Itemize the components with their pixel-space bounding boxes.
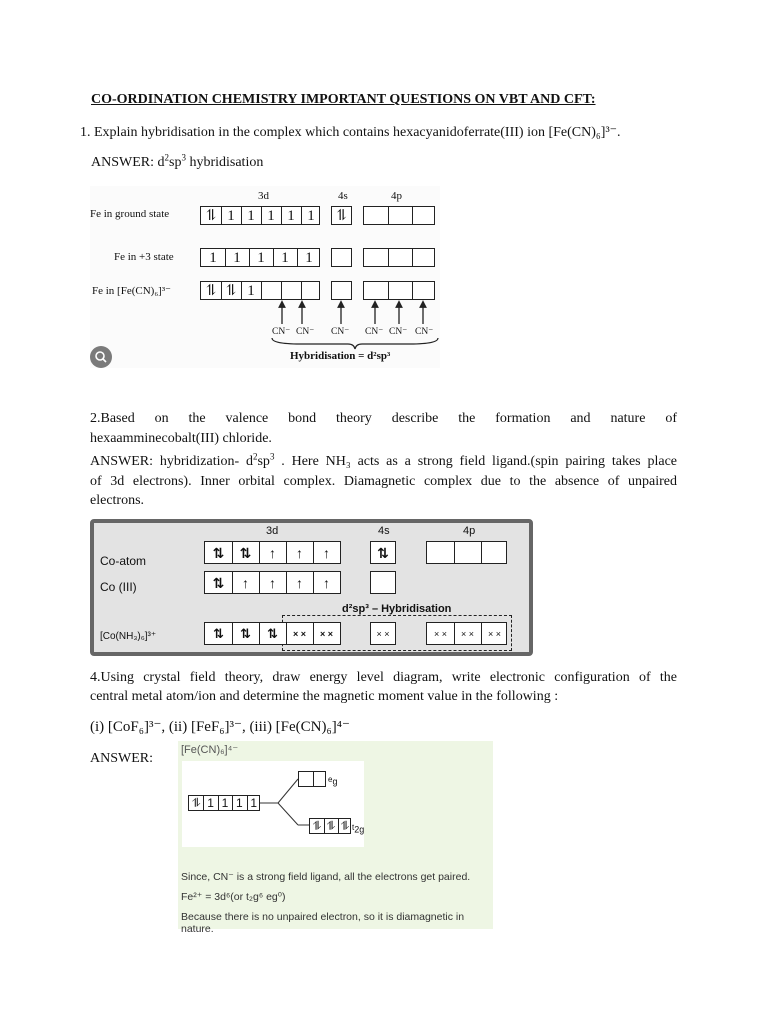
row1-4s-box: ⥮ — [331, 206, 352, 225]
label-3d: 3d — [258, 190, 269, 202]
co-row2-4s-box — [370, 571, 396, 594]
q2-answer-line3: electrons. — [90, 493, 145, 508]
cn-label-4: CN⁻ — [365, 327, 384, 337]
cn-label-5: CN⁻ — [389, 327, 408, 337]
cft-eg-label: $e_g$ — [328, 775, 338, 787]
co-row1-4s-box: ⇅ — [370, 541, 396, 564]
cft-t2g-label: $t_{2g}$ — [352, 823, 365, 835]
q4-parts: (i) [CoF₆]³⁻, (ii) [FeF₆]³⁻, (iii) [Fe(CN)₆]⁴⁻ — [90, 719, 350, 735]
ligand-arrows — [90, 300, 440, 330]
cft-d-box: ⥮ 1 1 1 1 — [188, 795, 260, 811]
row2-4s-box — [331, 248, 352, 267]
co-row3-3d-box: ⇅ ⇅ ⇅ × × × × — [204, 622, 341, 645]
cn-label-6: CN⁻ — [415, 327, 434, 337]
cft-title: [Fe(CN)₆]⁴⁻ — [181, 744, 239, 756]
cft-explanation-1: Since, CN⁻ is a strong field ligand, all the electrons get paired. — [181, 871, 471, 883]
cn-label-1: CN⁻ — [272, 327, 291, 337]
cn-label-3: CN⁻ — [331, 327, 350, 337]
co-row3-4s-box: × × — [370, 622, 396, 645]
label-4p: 4p — [391, 190, 402, 202]
row1-3d-box: ⥮ 1 1 1 1 1 — [200, 206, 320, 225]
row3-4s-box — [331, 281, 352, 300]
label-3d: 3d — [266, 525, 279, 537]
image-search-icon[interactable] — [90, 346, 112, 368]
q1-orbital-diagram — [90, 186, 440, 368]
cft-t2g-box: ⥮ ⥮ ⥮ — [309, 818, 351, 834]
q1-answer: ANSWER: $d^2sp^3$ hybridisation — [91, 152, 264, 170]
label-4s: 4s — [338, 190, 348, 202]
row-co-atom: Co-atom — [100, 554, 147, 568]
q2-answer-line1: ANSWER: hybridization- $d^2sp^3$ . Here NH₃ acts as a strong field ligand.(spin pairing takes place — [90, 451, 677, 469]
q2-question-line2: hexaamminecobalt(III) chloride. — [90, 431, 272, 446]
q4-question-line1: 4.Using crystal field theory, draw energy level diagram, write electronic configuration of the — [90, 670, 677, 685]
cft-configuration: Fe²⁺ = 3d⁶(or t₂g⁶ eg⁰) — [181, 891, 286, 903]
q2-orbital-diagram — [90, 519, 533, 656]
co-row2-3d-box: ⇅ ↑ ↑ ↑ ↑ — [204, 571, 341, 594]
q4-cft-diagram — [178, 741, 493, 935]
co-hybrid-caption: d²sp³ – Hybridisation — [342, 603, 452, 615]
cft-explanation-2: Because there is no unpaired electron, so it is diamagnetic in nature. — [181, 911, 465, 935]
label-4p: 4p — [463, 525, 476, 537]
brace-icon — [270, 336, 440, 350]
row3-3d-box: ⥮ ⥮ 1 — [200, 281, 320, 300]
cft-eg-box — [298, 771, 326, 787]
row-co-iii: Co (III) — [100, 580, 137, 594]
hybridisation-caption: Hybridisation = d²sp³ — [290, 350, 391, 362]
row-complex: Fe in [Fe(CN)₆]³⁻ — [92, 285, 171, 297]
row-co-complex: [Co(NH₃)₆]³⁺ — [100, 631, 157, 642]
cft-white-panel — [182, 761, 364, 847]
q1-question: 1. Explain hybridisation in the complex which contains hexacyanidoferrate(III) ion [Fe(CN)₆]³⁻. — [80, 125, 621, 140]
co-row3-4p-box: × × × × × × — [426, 622, 507, 645]
row3-4p-box — [363, 281, 435, 300]
q2-question-line1: 2.Based on the valence bond theory describe the formation and nature of — [90, 411, 677, 426]
row-plus3-state: Fe in +3 state — [114, 251, 174, 263]
q2-answer-line2: of 3d electrons). Inner orbital complex. Diamagnetic complex due to the absence of unpaired — [90, 474, 677, 489]
row2-4p-box — [363, 248, 435, 267]
label-4s: 4s — [378, 525, 390, 537]
cn-label-2: CN⁻ — [296, 327, 315, 337]
q4-answer-label: ANSWER: — [90, 751, 153, 766]
page-title: CO-ORDINATION CHEMISTRY IMPORTANT QUESTIONS ON VBT AND CFT: — [91, 92, 596, 107]
row1-4p-box — [363, 206, 435, 225]
q4-question-line2: central metal atom/ion and determine the magnetic moment value in the following : — [90, 689, 559, 704]
co-row1-4p-box — [426, 541, 507, 564]
row-ground-state: Fe in ground state — [90, 208, 170, 220]
row2-3d-box: 1 1 1 1 1 — [200, 248, 320, 267]
co-row1-3d-box: ⇅ ⇅ ↑ ↑ ↑ — [204, 541, 341, 564]
